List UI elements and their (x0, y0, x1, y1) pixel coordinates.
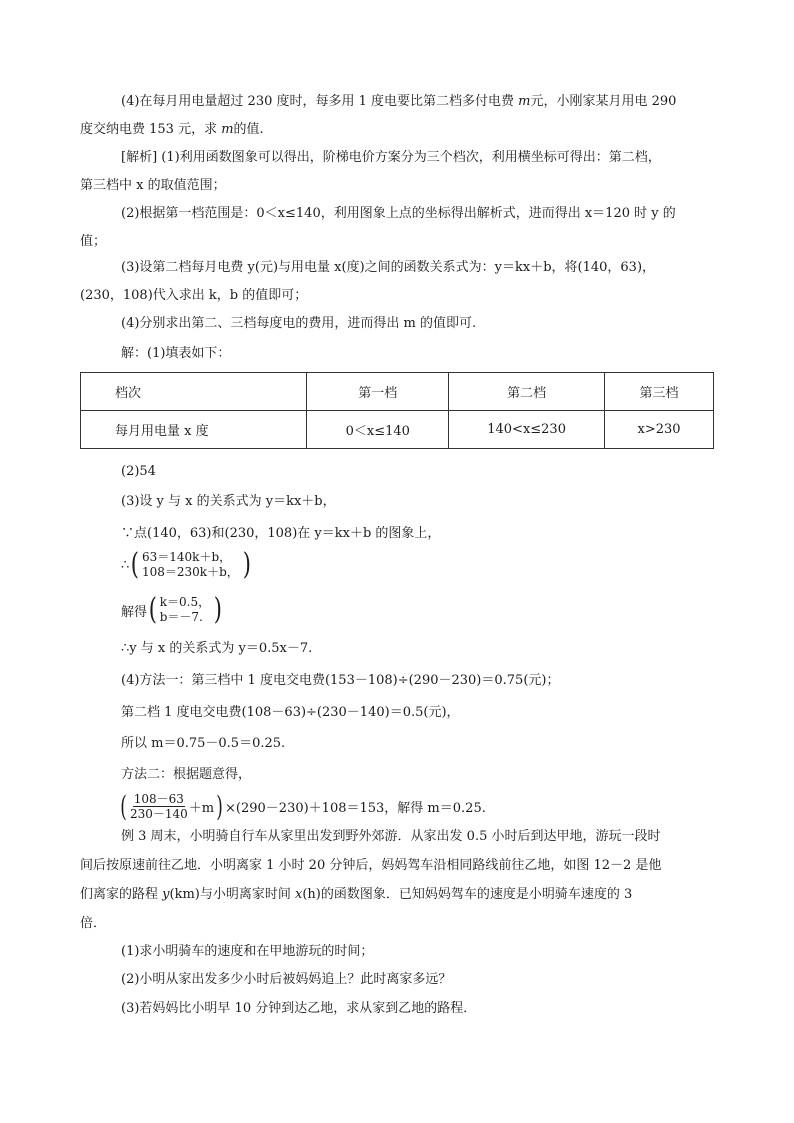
equation-row: 108＝230k＋b， (142, 565, 239, 579)
example-3-question-3: (3)若妈妈比小明早 10 分钟到达乙地，求从家到乙地的路程． (121, 1001, 477, 1016)
question-4-line-1: (4)在每月用电量超过 230 度时，每多用 1 度电要比第二档多付电费 m元，小刚家某月用电 290 (121, 94, 677, 109)
equation-row: k＝0.5， (159, 595, 211, 609)
example-3-line-4: 倍． (80, 916, 107, 931)
answer-4-line-4: 方法二：根据题意得， (121, 767, 252, 782)
answer-4-line-3: 所以 m＝0.75－0.5＝0.25. (121, 736, 286, 751)
right-brace: ) (213, 592, 223, 627)
fraction-numerator: 108－63 (133, 792, 184, 806)
equation-system-1 (121, 547, 252, 582)
analysis-line-3: (2)根据第一档范围是：0＜x≤140，利用图象上点的坐标得出解析式，进而得出 x＝120 时 y 的 (121, 206, 676, 221)
table-cell: 第二档 (449, 373, 605, 411)
example-3-question-2: (2)小明从家出发多少小时后被妈妈追上？此时离家多远？ (121, 972, 452, 987)
answer-4-line-1: (4)方法一：第三档中 1 度电交电费(153－108)÷(290－230)＝0.75(元)； (121, 673, 560, 688)
table-row (81, 411, 714, 449)
example-3-line-3: 们离家的路程 y(km)与小明离家时间 x(h)的函数图象．已知妈妈驾车的速度是小明骑车速度的 3 (80, 887, 633, 902)
question-4-line-2: 度交纳电费 153 元，求 m的值. (80, 122, 264, 137)
analysis-line-2: 第三档中 x 的取值范围； (80, 178, 226, 193)
answer-3-line-2: ∵点(140，63)和(230，108)在 y＝kx＋b 的图象上， (121, 526, 441, 541)
fraction (130, 792, 188, 821)
plus-m: ＋m (188, 801, 215, 816)
right-paren: ) (216, 789, 223, 823)
analysis-line-7: (4)分别求出第二、三档每度电的费用，进而得出 m 的值即可. (121, 316, 477, 331)
tier-table (80, 372, 714, 449)
solution-intro: 解：(1)填表如下： (121, 346, 231, 361)
left-brace: ( (131, 547, 140, 582)
therefore-symbol: ∴ (121, 557, 130, 573)
answer-3-line-1: (3)设 y 与 x 的关系式为 y＝kx＋b， (121, 494, 336, 509)
table-cell: 每月用电量 x 度 (81, 411, 307, 449)
table-cell: 第三档 (605, 373, 714, 411)
equation-row: 63＝140k＋b， (142, 550, 232, 564)
table-cell: x>230 (605, 411, 714, 449)
table-cell: 140<x≤230 (449, 411, 605, 449)
left-brace: ( (148, 592, 157, 627)
example-3-line-2: 间后按原速前往乙地．小明离家 1 小时 20 分钟后，妈妈驾车沿相同路线前往乙地，如图 12－2 是他 (80, 858, 662, 873)
fraction-denominator: 230－140 (129, 807, 188, 821)
example-3-line-1: 例 3 周末，小明骑自行车从家里出发到野外郊游．从家出发 0.5 小时后到达甲地，游玩一段时 (121, 829, 661, 844)
equation-system-2 (121, 592, 224, 627)
example-3-question-1: (1)求小明骑车的速度和在甲地游玩的时间； (121, 944, 374, 959)
analysis-line-6: (230，108)代入求出 k，b 的值即可； (80, 288, 308, 303)
fraction-expression (118, 789, 486, 823)
answer-2: (2)54 (121, 464, 156, 479)
analysis-line-5: (3)设第二档每月电费 y(元)与用电量 x(度)之间的函数关系式为：y＝kx＋b，将(140，63)， (121, 260, 656, 275)
answer-4-line-2: 第二档 1 度电交电费(108－63)÷(230－140)＝0.5(元)， (121, 705, 460, 720)
right-brace: ) (242, 547, 251, 582)
table-row (81, 373, 714, 411)
answer-3-result: ∴y 与 x 的关系式为 y＝0.5x－7. (121, 641, 313, 656)
table-cell: 档次 (81, 373, 307, 411)
equation-row: b＝－7. (159, 610, 203, 624)
table-cell: 0＜x≤140 (307, 411, 449, 449)
expression-rest: ×(290－230)＋108＝153，解得 m＝0.25. (225, 801, 486, 816)
analysis-line-1: [解析] (1)利用函数图象可以得出，阶梯电价方案分为三个档次，利用横坐标可得出：第二档， (121, 150, 661, 165)
solve-label: 解得 (121, 604, 148, 620)
table-cell: 第一档 (307, 373, 449, 411)
analysis-line-4: 值； (80, 234, 107, 249)
left-paren: ( (120, 789, 127, 823)
